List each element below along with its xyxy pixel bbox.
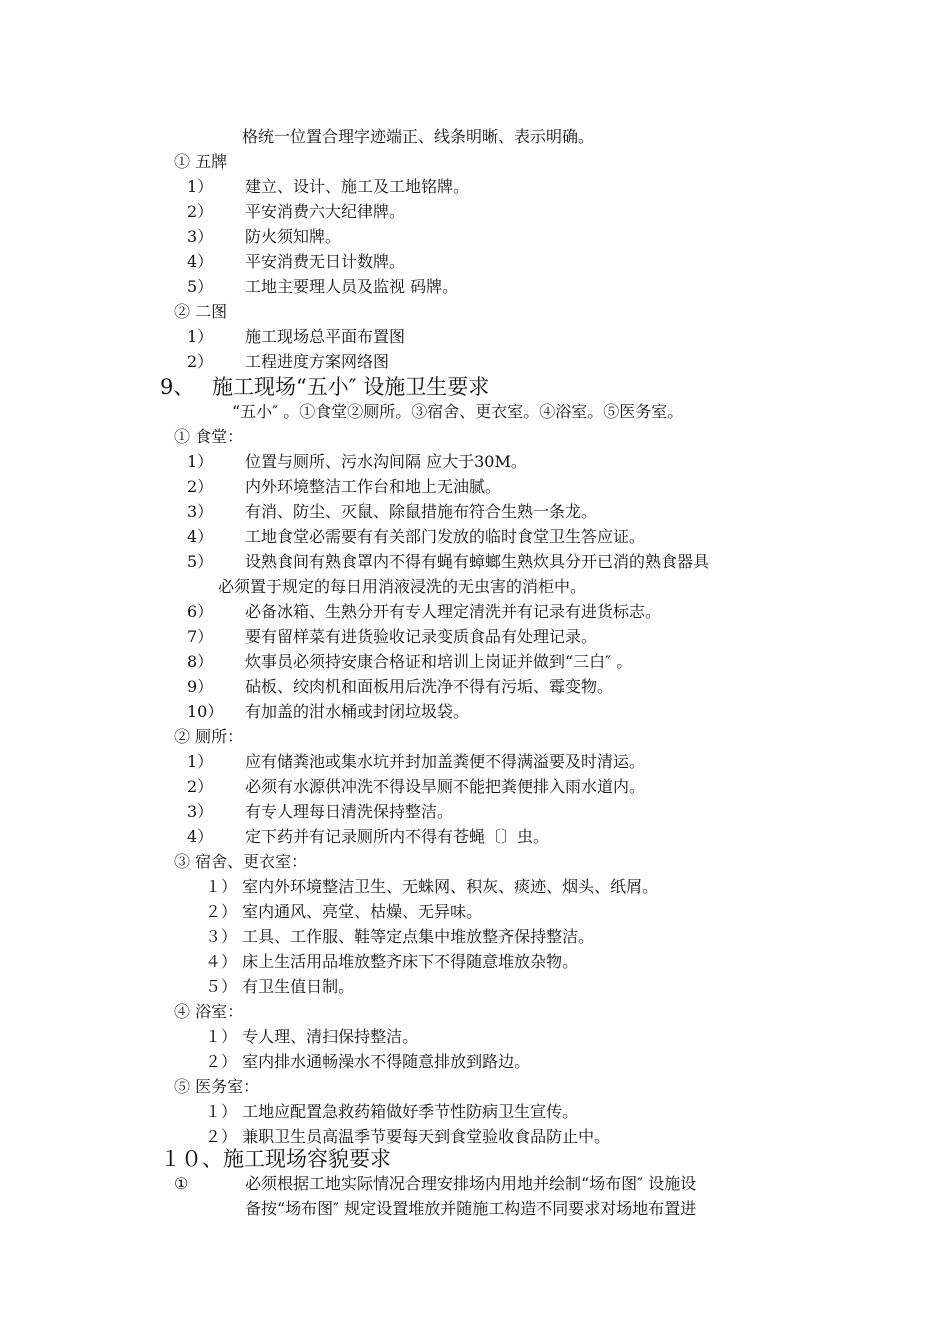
item-text: 工地主要理人员及监视 码牌。 <box>245 277 459 296</box>
item-line: １） 专人理、清扫保持整洁。 <box>205 1027 419 1046</box>
item-number: 8） <box>187 652 214 671</box>
item-line: １） 工地应配置急救药箱做好季节性防病卫生宣传。 <box>205 1102 579 1121</box>
item-number: 3） <box>187 227 214 246</box>
item-number: 3） <box>187 502 214 521</box>
text-line: 格统一位置合理字迹端正、线条明晰、表示明确。 <box>242 127 595 146</box>
item-number: 10） <box>187 702 224 721</box>
subsection-title: ④ 浴室： <box>174 1002 244 1021</box>
item-text: 炊事员必须持安康合格证和培训上岗证并做到“三白″ 。 <box>245 652 633 671</box>
item-number: 1） <box>187 752 214 771</box>
subsection-title: ⑤ 医务室： <box>174 1077 260 1096</box>
text-line: “五小″ 。①食堂②厕所。③宿舍、更衣室。④浴室。⑤医务室。 <box>232 402 684 421</box>
section-number: 9、 <box>160 375 195 399</box>
item-number: 5） <box>187 552 214 571</box>
item-text: 有消、防尘、灭鼠、除鼠措施布符合生熟一条龙。 <box>245 502 598 521</box>
item-text: 防火须知牌。 <box>245 227 342 246</box>
item-number: 1） <box>187 452 214 471</box>
item-text: 应有储粪池或集水坑并封加盖粪便不得满溢要及时清运。 <box>245 752 646 771</box>
subsection-title: ① 食堂： <box>174 427 244 446</box>
item-number: 5） <box>187 277 214 296</box>
item-text: 砧板、绞肉机和面板用后洗净不得有污垢、霉变物。 <box>245 677 614 696</box>
item-text: 平安消费六大纪律牌。 <box>245 202 406 221</box>
item-text: 工程进度方案网络图 <box>245 352 390 371</box>
item-text: 平安消费无日计数牌。 <box>245 252 406 271</box>
item-text: 有专人理每日清洗保持整洁。 <box>245 802 454 821</box>
item-text: 要有留样菜有进货验收记录变质食品有处理记录。 <box>245 627 598 646</box>
item-text: 施工现场总平面布置图 <box>245 327 406 346</box>
item-number: 9） <box>187 677 214 696</box>
item-number: 4） <box>187 527 214 546</box>
item-line: ４） 床上生活用品堆放整齐床下不得随意堆放杂物。 <box>205 952 579 971</box>
item-text: 内外环境整洁工作台和地上无油腻。 <box>245 477 502 496</box>
item-text: 位置与厕所、污水沟间隔 应大于30M。 <box>245 452 527 471</box>
item-line: ３） 工具、工作服、鞋等定点集中堆放整齐保持整洁。 <box>205 927 595 946</box>
item-line: ２） 室内排水通畅澡水不得随意排放到路边。 <box>205 1052 531 1071</box>
item-number: 1） <box>187 327 214 346</box>
item-line: ５） 有卫生值日制。 <box>205 977 355 996</box>
item-text: 设熟食间有熟食罩内不得有蝇有蟑螂生熟炊具分开已消的熟食器具 <box>245 552 710 571</box>
item-number: 6） <box>187 602 214 621</box>
subsection-title: ③ 宿舍、更衣室： <box>174 852 308 871</box>
item-text: 必备冰箱、生熟分开有专人理定清洗并有记录有进货标志。 <box>245 602 662 621</box>
item-number: 4） <box>187 827 214 846</box>
item-text: 必须根据工地实际情况合理安排场内用地并绘制“场布图″ 设施设 <box>245 1174 697 1193</box>
subsection-title: ② 厕所： <box>174 727 244 746</box>
item-number: 7） <box>187 627 214 646</box>
item-number: ① <box>174 1174 189 1193</box>
subsection-title: ② 二图 <box>174 302 228 321</box>
item-number: 2） <box>187 777 214 796</box>
item-text-continued: 备按“场布图″ 规定设置堆放并随施工构造不同要求对场地布置进 <box>245 1199 697 1218</box>
item-number: 2） <box>187 477 214 496</box>
item-text: 工地食堂必需要有有关部门发放的临时食堂卫生答应证。 <box>245 527 646 546</box>
item-line: ２） 室内通风、亮堂、枯燥、无异味。 <box>205 902 483 921</box>
item-number: 2） <box>187 202 214 221</box>
item-text: 定下药并有记录厕所内不得有苍蝇〔〕虫。 <box>245 827 550 846</box>
item-text-continued: 必须置于规定的每日用消液浸洗的无虫害的消柜中。 <box>218 577 587 596</box>
item-number: 4） <box>187 252 214 271</box>
section-title: 施工现场“五小″ 设施卫生要求 <box>212 375 490 399</box>
item-text: 建立、设计、施工及工地铭牌。 <box>245 177 470 196</box>
section-title: １０、施工现场容貌要求 <box>160 1147 391 1171</box>
item-line: １） 室内外环境整洁卫生、无蛛网、积灰、痰迹、烟头、纸屑。 <box>205 877 659 896</box>
item-text: 有加盖的泔水桶或封闭垃圾袋。 <box>245 702 470 721</box>
item-text: 必须有水源供冲洗不得设旱厕不能把粪便排入雨水道内。 <box>245 777 646 796</box>
item-number: 1） <box>187 177 214 196</box>
item-number: 2） <box>187 352 214 371</box>
item-number: 3） <box>187 802 214 821</box>
item-line: ２） 兼职卫生员高温季节要每天到食堂验收食品防止中。 <box>205 1127 611 1146</box>
subsection-title: ① 五牌 <box>174 152 228 171</box>
